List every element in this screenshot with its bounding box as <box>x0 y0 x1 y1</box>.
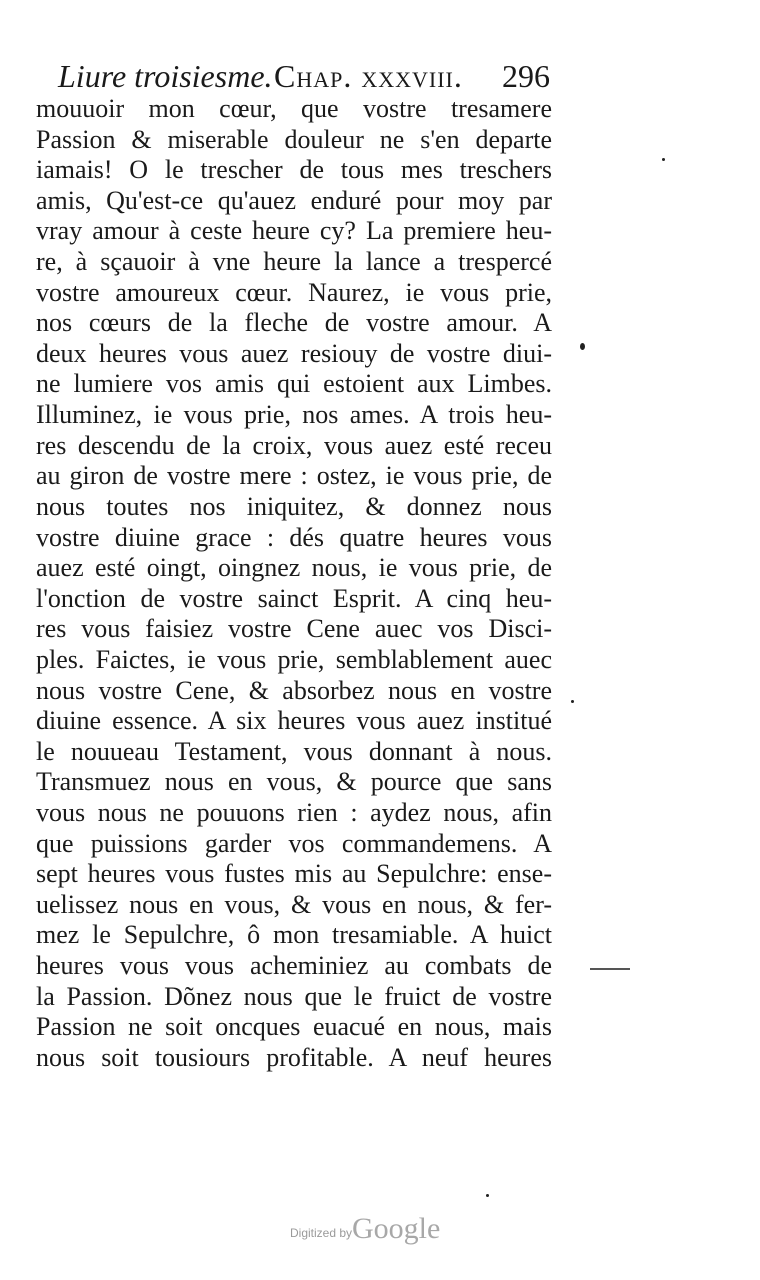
text-line: res descendu de la croix, vous auez esté receu <box>36 430 552 460</box>
body-text <box>36 94 552 1074</box>
text-line: res vous faisiez vostre Cene auec vos Disci- <box>36 614 552 644</box>
text-line: nous soit tousiours profitable. A neuf heures <box>36 1042 552 1072</box>
ink-speck <box>571 700 574 703</box>
ink-speck <box>662 158 665 161</box>
text-line: ples. Faictes, ie vous prie, semblablement auec <box>36 644 552 674</box>
text-line: Illuminez, ie vous prie, nos ames. A trois heu- <box>36 400 552 430</box>
text-line: auez esté oingt, oingnez nous, ie vous prie, de <box>36 553 552 583</box>
text-line: vray amour à ceste heure cy? La premiere heu- <box>36 216 552 246</box>
text-line: amis, Qu'est-ce qu'auez enduré pour moy par <box>36 185 552 215</box>
digitized-by-text: Digitized by <box>290 1226 353 1240</box>
text-line: vostre diuine grace : dés quatre heures vous <box>36 522 552 552</box>
text-line: nos cœurs de la fleche de vostre amour. A <box>36 308 552 338</box>
text-line: heures vous vous acheminiez au combats de <box>36 951 552 981</box>
text-line: Passion & miserable douleur ne s'en departe <box>36 124 552 154</box>
text-line: Transmuez nous en vous, & pource que sans <box>36 767 552 797</box>
text-line: re, à sçauoir à vne heure la lance a trespercé <box>36 247 552 277</box>
running-header <box>58 56 550 96</box>
text-line: mez le Sepulchre, ô mon tresamiable. A huict <box>36 920 552 950</box>
text-line: deux heures vous auez resiouy de vostre diui- <box>36 338 552 368</box>
text-line: uelissez nous en vous, & vous en nous, & fer- <box>36 889 552 919</box>
book-title: Liure troisiesme. <box>58 58 273 94</box>
text-line: au giron de vostre mere : ostez, ie vous prie, de <box>36 461 552 491</box>
text-line: que puissions garder vos commandemens. A <box>36 828 552 858</box>
text-line: vous nous ne pouuons rien : aydez nous, afin <box>36 798 552 828</box>
text-line: l'onction de vostre sainct Esprit. A cinq heu- <box>36 583 552 613</box>
text-line: vostre amoureux cœur. Naurez, ie vous prie, <box>36 277 552 307</box>
google-logo: Google <box>352 1212 441 1245</box>
chapter-title: Chap. xxxviii. <box>274 58 463 94</box>
text-line: nous toutes nos iniquitez, & donnez nous <box>36 491 552 521</box>
ink-speck <box>486 1194 489 1197</box>
text-line: ne lumiere vos amis qui estoient aux Limbes. <box>36 369 552 399</box>
text-line: sept heures vous fustes mis au Sepulchre: ense- <box>36 859 552 889</box>
digitization-watermark <box>290 1212 470 1248</box>
ink-stroke <box>590 968 630 970</box>
text-line: Passion ne soit oncques euacué en nous, mais <box>36 1012 552 1042</box>
text-line: nous vostre Cene, & absorbez nous en vostre <box>36 675 552 705</box>
text-line: le nouueau Testament, vous donnant à nous. <box>36 736 552 766</box>
text-line: la Passion. Dõnez nous que le fruict de vostre <box>36 981 552 1011</box>
ink-speck <box>580 343 585 350</box>
page-number: 296 <box>502 58 550 94</box>
text-line: mouuoir mon cœur, que vostre tresamere <box>36 94 552 123</box>
text-line: diuine essence. A six heures vous auez institué <box>36 706 552 736</box>
text-line: iamais! O le trescher de tous mes treschers <box>36 155 552 185</box>
